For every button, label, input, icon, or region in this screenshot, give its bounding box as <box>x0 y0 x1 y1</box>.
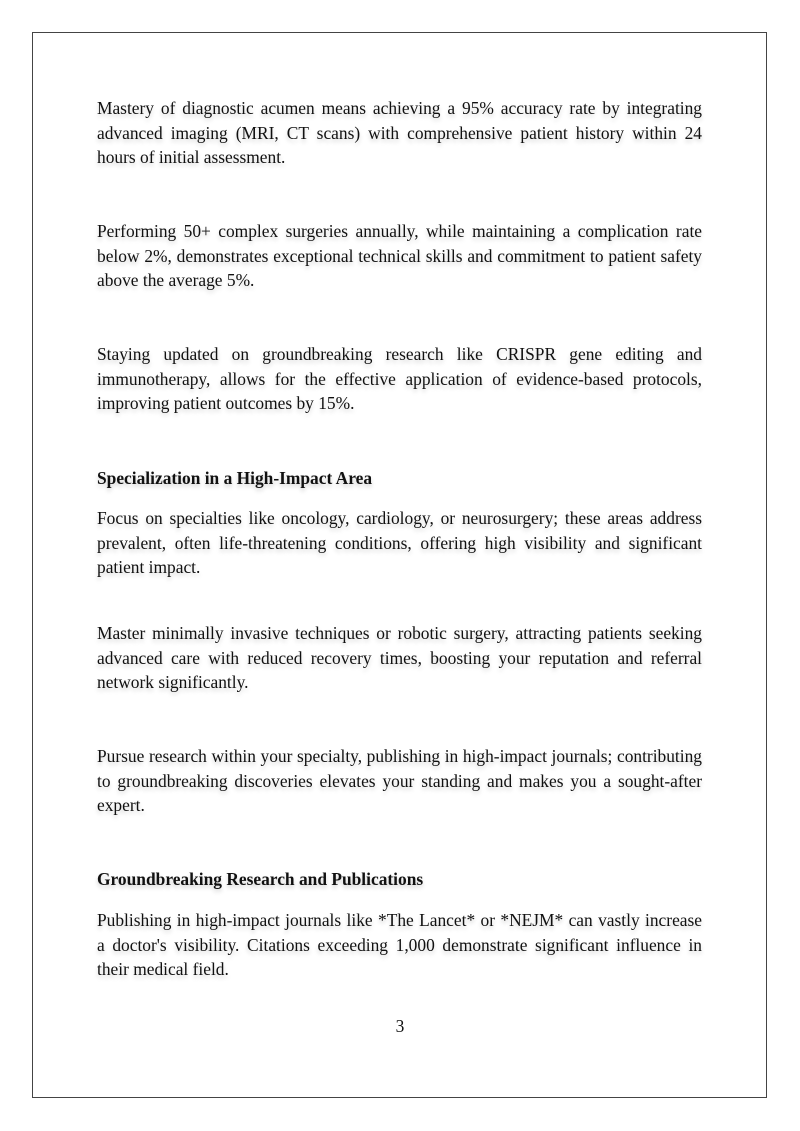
heading-research-publications: Groundbreaking Research and Publications <box>97 869 424 889</box>
paragraph-research-updates: Staying updated on groundbreaking research like CRISPR gene editing and immunotherapy, allows for the effective application of evidence-based protocols, improving patient outcomes by 15%. <box>97 344 702 413</box>
paragraph-diagnostic-acumen: Mastery of diagnostic acumen means achieving a 95% accuracy rate by integrating advanced imaging (MRI, CT scans) with comprehensive patient history within 24 hours of initial assessment. <box>97 98 702 167</box>
paragraph-specialties: Focus on specialties like oncology, cardiology, or neurosurgery; these areas address prevalent, often life-threatening conditions, offering high visibility and significant patient impact. <box>97 508 702 577</box>
page-number: 3 <box>395 1016 405 1036</box>
paragraph-pursue-research: Pursue research within your specialty, publishing in high-impact journals; contributing to groundbreaking discoveries elevates your standing and makes you a sought-after expert. <box>97 746 702 815</box>
paragraph-minimally-invasive: Master minimally invasive techniques or robotic surgery, attracting patients seeking advanced care with reduced recovery times, boosting your reputation and referral network significantly. <box>97 623 702 692</box>
paragraph-publishing: Publishing in high-impact journals like *The Lancet* or *NEJM* can vastly increase a doctor's visibility. Citations exceeding 1,000 demonstrate significant influence in their medical field. <box>97 910 702 979</box>
heading-specialization: Specialization in a High-Impact Area <box>97 468 373 488</box>
paragraph-surgeries: Performing 50+ complex surgeries annually, while maintaining a complication rate below 2%, demonstrates exceptional technical skills and commitment to patient safety above the average 5%. <box>97 221 702 290</box>
